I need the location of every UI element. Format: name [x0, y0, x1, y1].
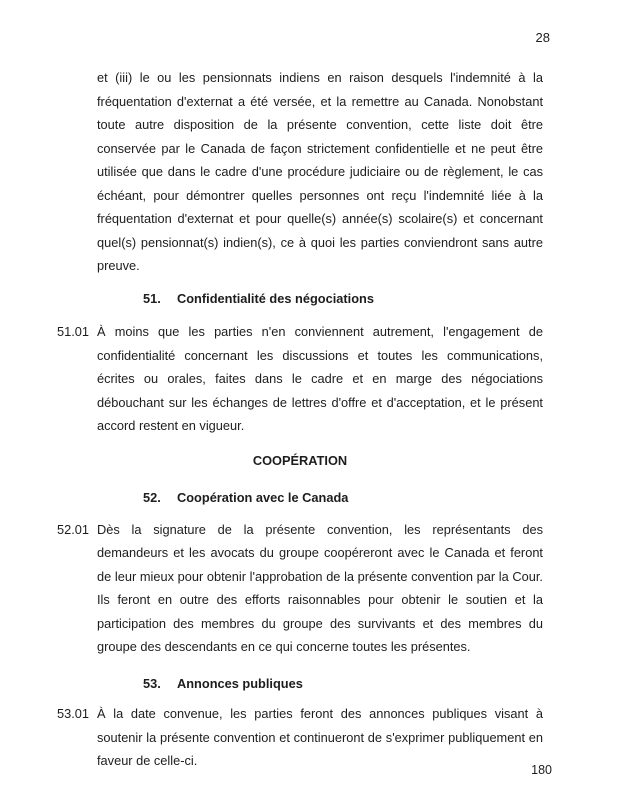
part-heading-cooperation: COOPÉRATION: [252, 452, 348, 468]
numbered-paragraph-51-01: [57, 320, 543, 438]
paragraph-number: 51.01: [57, 324, 90, 339]
document-content: [57, 66, 543, 773]
section-heading-52: [143, 486, 543, 510]
section-heading-51: [143, 287, 543, 311]
section-heading-title: Annonces publiques: [177, 675, 303, 691]
section-heading-title: Confidentialité des négociations: [177, 290, 374, 306]
paragraph-number: 53.01: [57, 706, 90, 721]
numbered-paragraph-53-01: [57, 702, 543, 773]
header-page-number: 28: [535, 30, 550, 45]
section-heading-53: [143, 672, 543, 696]
footer-page-number: 180: [531, 763, 552, 777]
paragraph-text: Dès la signature de la présente convention, les représentants des demandeurs et les avocats du groupe coopéreront avec le Canada et feront de leur mieux pour obtenir l'approbation de la présente convention par la Cour. Ils feront en outre des efforts raisonnables pour obtenir le soutien et la participation des membres du groupe des survivants et des membres du groupe des descendants en ce qui concerne toutes les présentes.: [97, 521, 543, 654]
paragraph-number: 52.01: [57, 521, 90, 537]
numbered-paragraph-52-01: [57, 518, 543, 659]
section-heading-title: Coopération avec le Canada: [177, 490, 349, 505]
section-heading-number: 51.: [143, 290, 161, 306]
intro-paragraph: et (iii) le ou les pensionnats indiens en raison desquels l'indemnité à la fréquentation d'externat a été versée, et la remettre au Canada. Nonobstant toute autre disposition de la présente convention, cette liste doit être conservée par le Canada de façon strictement confidentielle et ne peut être utilisée que dans le cadre d'une procédure judiciaire ou de règlement, le cas échéant, pour démontrer quelles personnes ont reçu l'indemnité liée à la fréquentation d'externat et pour quelle(s) année(s) scolaire(s) et concernant quel(s) pensionnat(s) indien(s), ce à quoi les parties conviendront sans autre preuve.: [97, 70, 543, 273]
paragraph-text: À moins que les parties n'en conviennent autrement, l'engagement de confidentialité concernant les discussions et toutes les communications, écrites ou orales, faites dans le cadre et en marge des négociations débouchant sur les échanges de lettres d'offre et d'acceptation, et le présent accord restent en vigueur.: [97, 324, 543, 433]
section-heading-number: 52.: [143, 490, 161, 505]
paragraph-text: À la date convenue, les parties feront des annonces publiques visant à soutenir la présente convention et continueront de s'exprimer publiquement en faveur de celle-ci.: [97, 706, 543, 768]
section-heading-number: 53.: [143, 675, 161, 691]
